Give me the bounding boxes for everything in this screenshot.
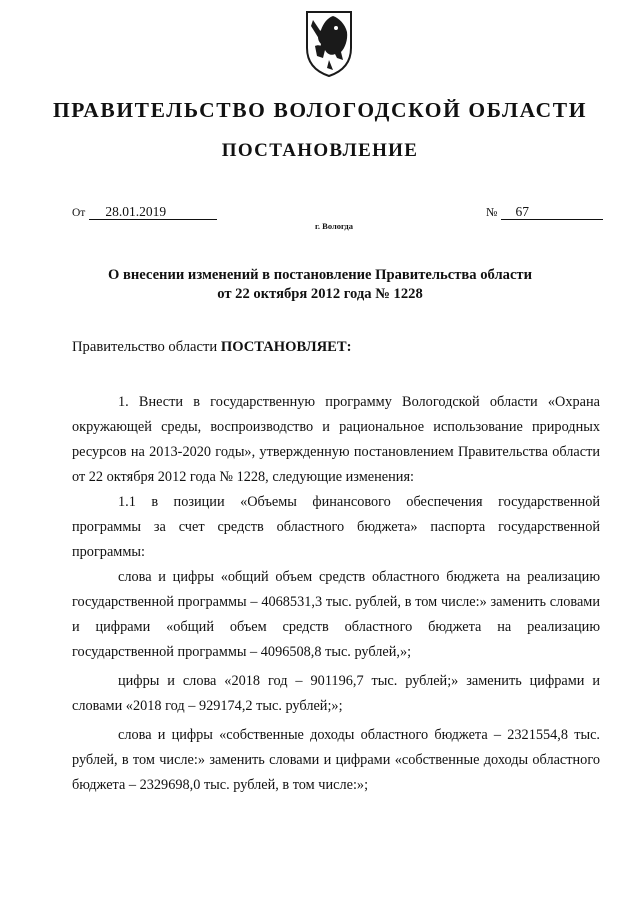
number-value: 67 xyxy=(501,204,603,220)
preamble-text: Правительство области xyxy=(72,339,221,355)
preamble xyxy=(72,339,351,356)
date-field xyxy=(72,204,217,220)
date-value: 28.01.2019 xyxy=(89,204,217,220)
paragraph-own-revenue: слова и цифры «собственные доходы областного бюджета – 2321554,8 тыс. рублей, в том числе:» заменить словами и цифрами «собственные доходы областного бюджета – 2329698,0 тыс. рублей, в том числе:»; xyxy=(72,727,600,793)
document-subject xyxy=(0,266,640,304)
preamble-keyword: ПОСТАНОВЛЯЕТ: xyxy=(220,339,352,355)
city-label: г. Вологда xyxy=(315,221,353,231)
coat-of-arms-icon xyxy=(303,8,355,78)
date-prefix: От xyxy=(72,207,86,219)
government-title: ПРАВИТЕЛЬСТВО ВОЛОГОДСКОЙ ОБЛАСТИ xyxy=(52,98,588,122)
document-type-title: ПОСТАНОВЛЕНИЕ xyxy=(221,140,419,161)
paragraph-total-volume: слова и цифры «общий объем средств областного бюджета на реализацию государственной программы – 4068531,3 тыс. рублей, в том числе:» заменить словами и цифрами «общий объем средств областного бюджета на реализацию государственной программы – 4096508,8 тыс. рублей,»; xyxy=(72,569,600,660)
document-body xyxy=(72,390,600,798)
number-field xyxy=(486,204,603,220)
paragraph-1: 1. Внести в государственную программу Вологодской области «Охрана окружающей среды, воспроизводство и рациональное использование природных ресурсов на 2013-2020 годы», утвержденную постановлением Правительства области от 22 октября 2012 года № 1228, следующие изменения: xyxy=(72,394,600,485)
paragraph-2018: цифры и слова «2018 год – 901196,7 тыс. рублей;» заменить цифрами и словами «2018 год – 929174,2 тыс. рублей;»; xyxy=(72,673,600,714)
subject-line-1: О внесении изменений в постановление Правительства области xyxy=(107,267,533,283)
paragraph-1-1: 1.1 в позиции «Объемы финансового обеспечения государственной программы за счет средств областного бюджета» паспорта государственной программы: xyxy=(72,494,600,560)
number-prefix: № xyxy=(486,205,498,219)
subject-line-2: от 22 октября 2012 года № 1228 xyxy=(217,286,423,302)
